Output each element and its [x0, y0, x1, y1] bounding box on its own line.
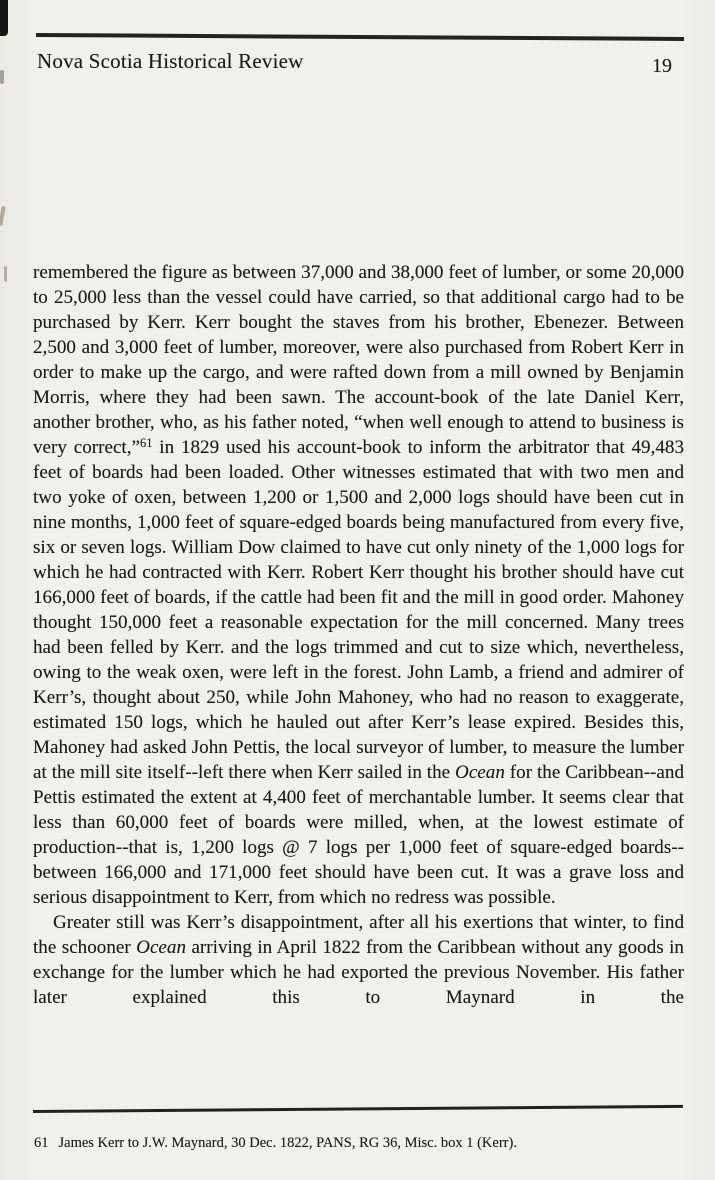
- scan-artifact: [4, 266, 7, 282]
- page-number: 19: [652, 55, 672, 77]
- scan-artifact: [0, 0, 8, 36]
- scan-artifact: [0, 206, 6, 226]
- footnote-reference: 61: [139, 436, 153, 450]
- ship-name-italic: Ocean: [455, 762, 505, 783]
- text-segment: in 1829 used his account-book to inform the arbitrator that 49,483 feet of boards had been loaded. Other witnesses estimated that with two men and two yoke of oxen, between 1,200 or 1,500 and 2,000 logs should have been cut in nine months, 1,000 feet of square-edged boards being manufactured from every five, six or seven logs. William Dow claimed to have cut only ninety of the 1,000 logs for which he had contracted with Kerr. Robert Kerr thought his brother should have cut 166,000 feet of boards, if the cattle had been fit and the mill in good order. Mahoney thought 150,000 feet a reasonable expectation for the mill concerned. Many trees had been felled by Kerr. and the logs trimmed and cut to size which, nevertheless, owing to the weak oxen, were left in the forest. John Lamb, a friend and admirer of Kerr’s, thought about 250, while John Mahoney, who had no reason to exaggerate, estimated 150 logs, which he hauled out after Kerr’s lease expired. Besides this, Mahoney had asked John Pettis, the local surveyor of lumber, to measure the lumber at the mill site itself--left there when Kerr sailed in the: [33, 437, 684, 783]
- scan-artifact: [0, 70, 4, 84]
- footnote-text: James Kerr to J.W. Maynard, 30 Dec. 1822, PANS, RG 36, Misc. box 1 (Kerr).: [58, 1135, 517, 1151]
- footnote: [34, 1135, 684, 1152]
- header-rule: [36, 33, 684, 40]
- text-segment: arriving in April 1822 from the Caribbean without any goods in exchange for the lumber which he had exported the previous November. His father later explained this to Maynard in the: [33, 937, 684, 1008]
- text-segment: remembered the figure as between 37,000 and 38,000 feet of lumber, or some 20,000 to 25,000 less than the vessel could have carried, so that additional cargo had to be purchased by Kerr. Kerr bought the staves from his brother, Ebenezer. Between 2,500 and 3,000 feet of lumber, moreover, were also purchased from Robert Kerr in order to make up the cargo, and were rafted down from a mill owned by Benjamin Morris, where they had been sawn. The account-book of the late Daniel Kerr, another brother, who, as his father noted, “when well enough to attend to business is very correct,”: [33, 262, 684, 458]
- text-segment: Greater still was Kerr’s disappointment, after all his exertions that winter, to find the schooner: [33, 912, 684, 958]
- footnote-number: 61: [34, 1135, 49, 1151]
- body-text: [33, 260, 684, 1010]
- ship-name-italic: Ocean: [136, 937, 186, 958]
- paragraph-2: [33, 910, 684, 1010]
- journal-title: Nova Scotia Historical Review: [37, 49, 304, 73]
- text-segment: for the Caribbean--and Pettis estimated the extent at 4,400 feet of merchantable lumber. It seems clear that less than 60,000 feet of boards were milled, when, at the lowest estimate of production--that is, 1,200 logs @ 7 logs per 1,000 feet of square-edged boards--between 166,000 and 171,000 feet should have been cut. It was a grave loss and serious disappointment to Kerr, from which no redress was possible.: [33, 762, 684, 908]
- footnote-rule: [33, 1105, 683, 1113]
- paragraph-1: [33, 260, 684, 910]
